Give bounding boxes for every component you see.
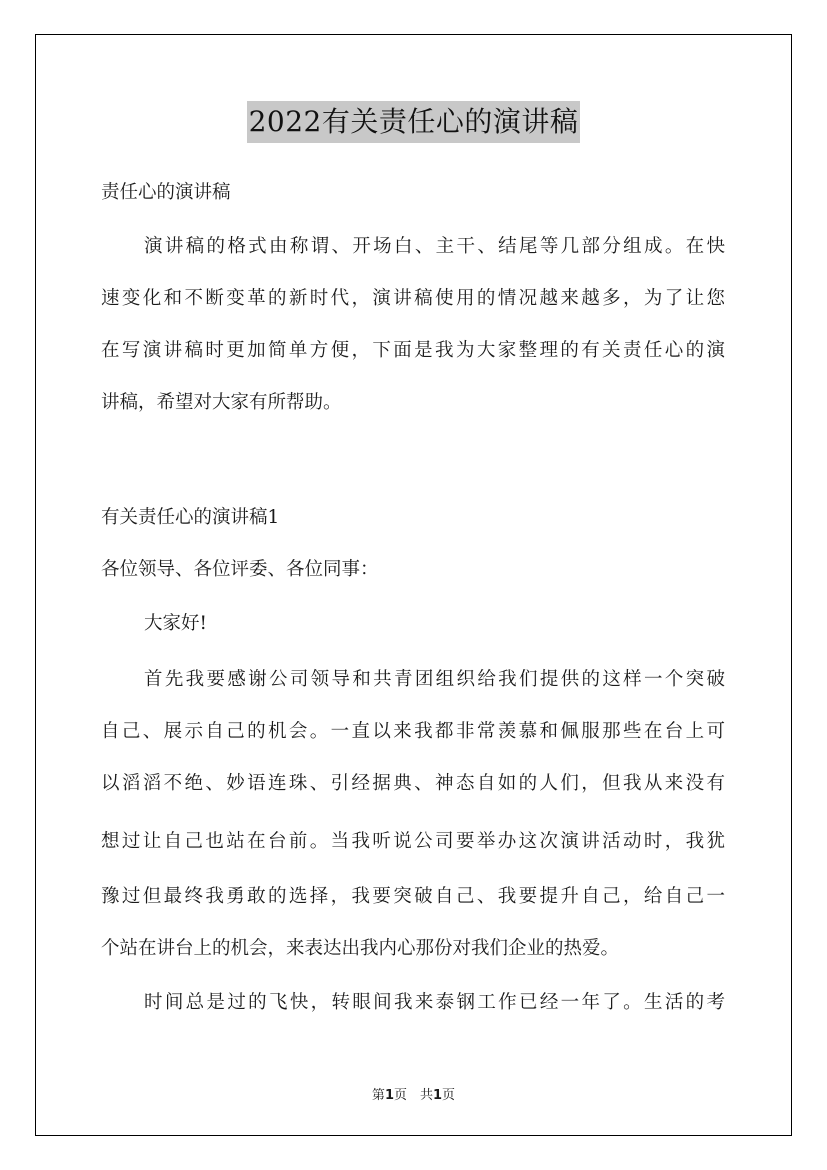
greeting: 大家好! (144, 613, 207, 634)
section-heading: 责任心的演讲稿 (101, 182, 231, 203)
page-footer (0, 1084, 827, 1103)
title-container (0, 101, 827, 143)
paragraph-line: 演讲稿的格式由称谓、开场白、主干、结尾等几部分组成。在快 (144, 236, 725, 257)
paragraph-line: 以滔滔不绝、妙语连珠、引经据典、神态自如的人们，但我从来没有 (101, 773, 725, 794)
paragraph-line: 讲稿，希望对大家有所帮助。 (101, 392, 342, 413)
footer-page-number: 1 (384, 1088, 394, 1103)
salutation: 各位领导、各位评委、各位同事： (101, 559, 379, 580)
footer-page-mid: 页 共 (393, 1088, 433, 1103)
footer-page-prefix: 第 (371, 1088, 385, 1103)
paragraph-line: 在写演讲稿时更加简单方便，下面是我为大家整理的有关责任心的演 (101, 340, 725, 361)
paragraph-line: 个站在讲台上的机会，来表达出我内心那份对我们企业的热爱。 (101, 938, 620, 959)
paragraph-line: 速变化和不断变革的新时代，演讲稿使用的情况越来越多，为了让您 (101, 288, 725, 309)
paragraph-line: 豫过但最终我勇敢的选择，我要突破自己、我要提升自己，给自己一 (101, 886, 725, 907)
paragraph-line: 首先我要感谢公司领导和共青团组织给我们提供的这样一个突破 (144, 669, 725, 690)
speech-heading: 有关责任心的演讲稿1 (101, 507, 280, 528)
paragraph-line: 时间总是过的飞快，转眼间我来泰钢工作已经一年了。生活的考 (144, 992, 725, 1013)
document-title: 2022有关责任心的演讲稿 (247, 101, 581, 143)
footer-total-pages: 1 (433, 1088, 443, 1103)
paragraph-line: 想过让自己也站在台前。当我听说公司要举办这次演讲活动时，我犹 (101, 831, 725, 852)
paragraph-line: 自己、展示自己的机会。一直以来我都非常羡慕和佩服那些在台上可 (101, 721, 725, 742)
footer-page-suffix: 页 (442, 1088, 456, 1103)
